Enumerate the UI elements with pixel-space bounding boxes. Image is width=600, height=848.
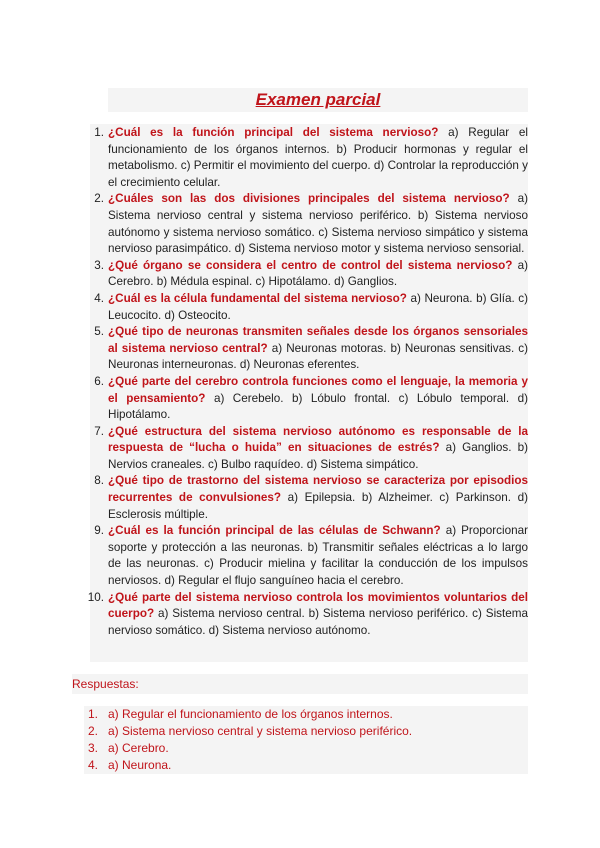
answer-item	[84, 723, 528, 740]
answer-number: 3.	[87, 741, 98, 755]
question-number: 1.	[94, 126, 104, 139]
question-item	[84, 374, 528, 424]
answer-item	[84, 740, 528, 757]
question-number: 4.	[94, 291, 104, 305]
question-number: 9.	[94, 524, 104, 538]
answer-list	[84, 706, 528, 774]
question-item	[84, 473, 528, 523]
question-options: a) Neurona. b) Glía. c) Leucocito. d) Osteocito.	[108, 291, 528, 322]
answer-number: 2.	[87, 724, 98, 738]
question-text: ¿Cuáles son las dos divisiones principales del sistema nervioso?	[108, 192, 510, 206]
question-options: a) Proporcionar soporte y protección a las neuronas. b) Transmitir señales eléctricas a lo largo de las neuronas. c) Producir mielina y facilitar la conducción de los impulsos nerviosos. d) Regular el flujo sanguíneo hacia el cerebro.	[108, 524, 528, 588]
question-text: ¿Qué órgano se considera el centro de control del sistema nervioso?	[108, 258, 513, 272]
answer-text: a) Neurona.	[108, 758, 172, 772]
question-options: a) Sistema nervioso central. b) Sistema nervioso periférico. c) Sistema nervioso somático. d) Sistema nervioso autónomo.	[108, 607, 528, 637]
answer-text: a) Sistema nervioso central y sistema nervioso periférico.	[108, 724, 413, 738]
question-number: 10.	[87, 590, 104, 604]
answer-item	[84, 757, 528, 774]
question-text: ¿Qué estructura del sistema nervioso autónomo es responsable de la respuesta de “lucha o huida” en situaciones de estrés?	[108, 424, 528, 455]
answer-text: a) Cerebro.	[108, 741, 169, 755]
answers-label-background	[72, 674, 528, 694]
question-list	[84, 125, 528, 639]
question-number: 2.	[94, 192, 104, 206]
question-item	[84, 291, 528, 324]
question-options: a) Cerebelo. b) Lóbulo frontal. c) Lóbulo temporal. d) Hipotálamo.	[108, 391, 528, 422]
question-item	[84, 424, 528, 474]
question-item	[84, 191, 528, 257]
answer-text: a) Regular el funcionamiento de los órganos internos.	[108, 707, 393, 721]
question-number: 8.	[94, 474, 104, 488]
question-item	[84, 590, 528, 640]
question-text: ¿Qué tipo de trastorno del sistema nervioso se caracteriza por episodios recurrentes de convulsiones?	[108, 474, 528, 505]
question-options: a) Sistema nervioso central y sistema nervioso periférico. b) Sistema nervioso autónomo y sistema nervioso somático. c) Sistema nervioso simpático y sistema nervioso parasimpático. d) Sistema nervioso motor y sistema nervioso sensorial.	[108, 192, 529, 256]
question-item	[84, 258, 528, 291]
question-text: ¿Qué tipo de neuronas transmiten señales desde los órganos sensoriales al sistema nervioso central?	[108, 325, 528, 355]
answer-number: 4.	[87, 758, 98, 772]
question-number: 5.	[94, 325, 104, 339]
question-text: ¿Cuál es la función principal del sistema nervioso?	[108, 126, 439, 139]
question-text: ¿Cuál es la función principal de las células de Schwann?	[108, 524, 441, 538]
answer-item	[84, 706, 528, 723]
question-number: 3.	[94, 258, 104, 272]
page-title: Examen parcial	[255, 90, 381, 109]
question-options: a) Neuronas motoras. b) Neuronas sensitivas. c) Neuronas interneuronas. d) Neuronas eferentes.	[108, 341, 529, 372]
question-text: ¿Qué parte del cerebro controla funciones como el lenguaje, la memoria y el pensamiento?	[108, 374, 528, 405]
question-options: a) Ganglios. b) Nervios craneales. c) Bulbo raquídeo. d) Sistema simpático.	[108, 441, 529, 471]
question-item	[84, 125, 528, 191]
question-options: a) Epilepsia. b) Alzheimer. c) Parkinson. d) Esclerosis múltiple.	[108, 491, 528, 521]
answers-label: Respuestas:	[72, 677, 139, 691]
question-text: ¿Cuál es la célula fundamental del sistema nervioso?	[108, 291, 407, 305]
question-options: a) Regular el funcionamiento de los órganos internos. b) Producir hormonas y regular el metabolismo. c) Permitir el movimiento del cuerpo. d) Controlar la reproducción y el crecimiento celular.	[108, 126, 528, 189]
question-item	[84, 324, 528, 374]
question-text: ¿Qué parte del sistema nervioso controla los movimientos voluntarios del cuerpo?	[108, 590, 528, 621]
answer-number: 1.	[87, 707, 98, 721]
question-item	[84, 523, 528, 589]
question-number: 7.	[94, 424, 104, 438]
question-number: 6.	[94, 374, 104, 388]
question-options: a) Cerebro. b) Médula espinal. c) Hipotálamo. d) Ganglios.	[108, 258, 529, 289]
